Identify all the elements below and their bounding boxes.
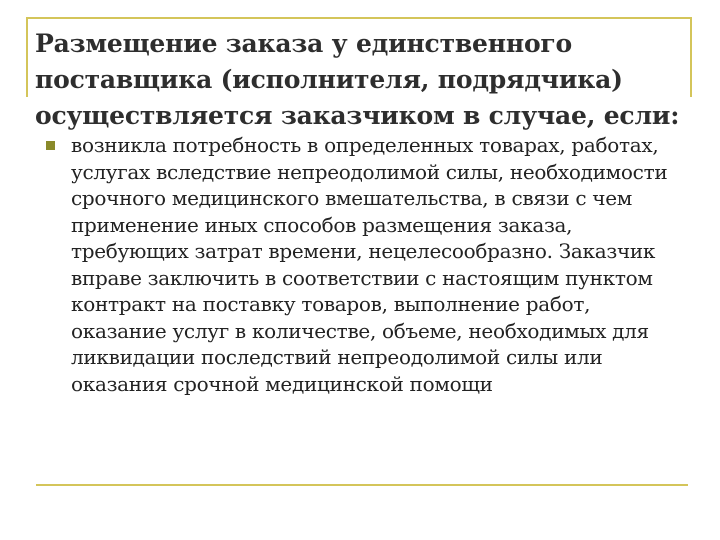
frame-top-line [26,17,692,19]
frame-left-line [26,17,28,97]
slide-title: Размещение заказа у единственного поставщика (исполнителя, подрядчика) осуществляется заказчиком в случае, если: [35,29,680,130]
bullet-paragraph: возникла потребность в определенных товарах, работах, услугах вследствие непреодолимой силы, необходимости срочного медицинского вмешательства, в связи с чем применение иных способов размещения заказа, требующих затрат времени, нецелесообразно. Заказчик вправе заключить в соответствии с настоящим пунктом контракт на поставку товаров, выполнение работ, оказание услуг в количестве, объеме, необходимых для ликвидации последствий непреодолимой силы или оказания срочной медицинской помощи [71,133,668,396]
frame-bottom-line [36,484,688,486]
square-bullet-icon [46,141,55,150]
frame-right-line [690,17,692,97]
